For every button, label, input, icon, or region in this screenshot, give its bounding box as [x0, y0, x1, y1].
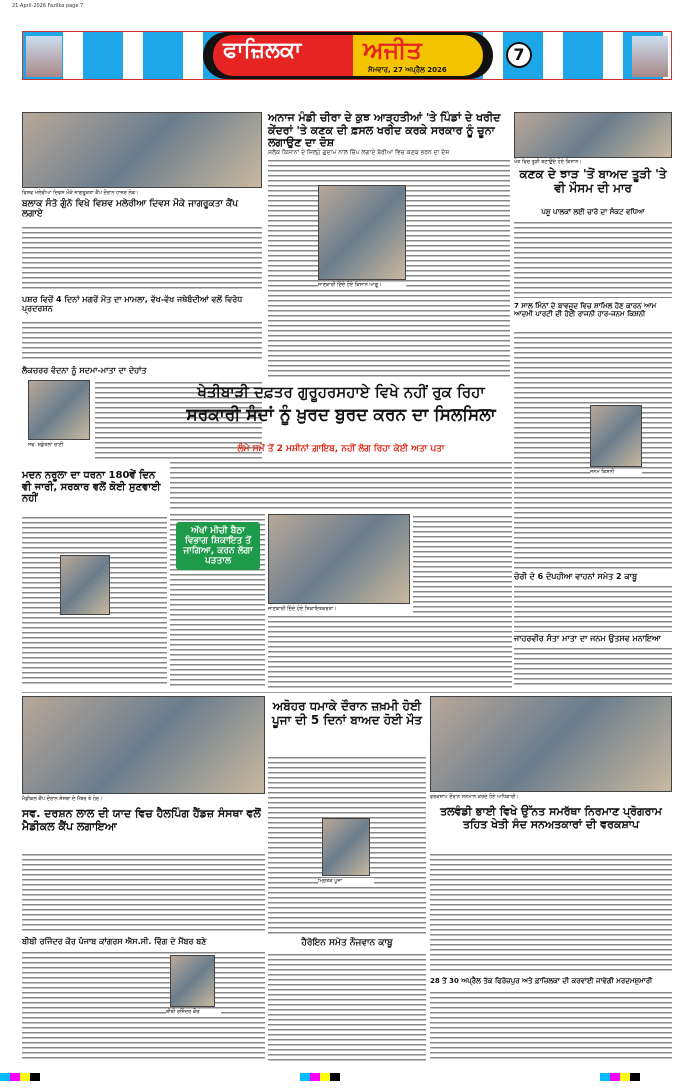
rajinder-photo: [170, 955, 215, 1007]
workshop-caption: ਵਰਕਸ਼ਾਪ ਦੌਰਾਨ ਸਨਮਾਨ ਕਰਦੇ ਹੋਏ ਅਧਿਕਾਰੀ।: [430, 794, 519, 800]
rajinder-caption: ਬੀਬੀ ਰਜਿੰਦਰ ਕੌਰ: [166, 1009, 221, 1015]
medical-caption: ਮੈਡੀਕਲ ਕੈਂਪ ਦੌਰਾਨ ਸੰਸਥਾ ਦੇ ਮੈਂਬਰ ਤੇ ਹੋਰ।: [22, 796, 103, 802]
clock-tower-image: [26, 36, 62, 77]
abohar-headline: ਅਬੋਹਰ ਧਮਾਕੇ ਦੌਰਾਨ ਜ਼ਖ਼ਮੀ ਹੋਈ ਪੂਜਾ ਦੀ 5 ਦਿਨਾਂ ਬਾਅਦ ਹੋਈ ਮੌਤ: [272, 699, 422, 727]
wheat-headline: ਕਣਕ ਦੇ ਝਾੜ 'ਤੋਂ ਬਾਅਦ ਤੂੜੀ 'ਤੇ ਵੀ ਮੌਸਮ ਦੀ ਮਾਰ: [519, 167, 667, 195]
madan-headline: ਮਦਨ ਨਰੂਲਾ ਦਾ ਧਰਨਾ 180ਵੇਂ ਦਿਨ ਵੀ ਜਾਰੀ, ਸਰਕਾਰ ਵਲੋਂ ਕੋਈ ਸੁਣਵਾਈ ਨਹੀਂ: [22, 470, 161, 504]
mandi-caption: ਜਾਣਕਾਰੀ ਦਿੰਦੇ ਹੋਏ ਕਿਸਾਨ ਆਗੂ।: [318, 282, 406, 288]
print-meta: 21-April-2026 Fazilka page 7: [12, 3, 84, 9]
medical-headline: ਸਵ. ਦਰਸ਼ਨ ਲਾਲ ਦੀ ਯਾਦ ਵਿਚ ਹੈਲਪਿੰਗ ਹੈਂਡਜ਼ ਸੰਸਥਾ ਵਲੋਂ ਮੈਡੀਕਲ ਕੈਂਪ ਲਗਾਇਆ: [22, 807, 261, 833]
agri-body: [170, 460, 512, 510]
agri-photo: [268, 514, 410, 604]
wheat-body: [514, 220, 672, 298]
jaharveer-headline: ਜਾਹਰਵੀਰ ਸੰਤਾ ਮਾਤਾ ਦਾ ਜਨਮ ਉਤਸਵ ਮਨਾਇਆ: [514, 634, 661, 643]
malaria-headline: ਬਲਾਕ ਸੰਤੋ ਗੁੰਨੋ ਵਿਖੇ ਵਿਸ਼ਵ ਮਲੇਰੀਆ ਦਿਵਸ ਮੌਕੇ ਜਾਗਰੂਕਤਾ ਕੈਂਪ ਲਗਾਏ: [22, 199, 238, 220]
mandi-subhead: ਸ਼ਲੋਕ ਕਿਸਾਨਾਂ ਦੇ ਜਿਲ੍ਹੇ ਗੁਦਾਮ ਨਾਲ ਚਿੱਪ ਲਗਾਏ ਬੋਰੀਆਂ ਵਿਚ ਕਣਕ ਭਰਨ ਦਾ ਦੋਸ਼: [268, 149, 450, 156]
heroin-headline: ਹੈਰੋਇਨ ਸਮੇਤ ਨੌਜਵਾਨ ਕਾਬੂ: [301, 938, 393, 948]
mandi-photo: [318, 185, 406, 280]
theft-headline: ਚੋਰੀ ਦੇ 6 ਦੋਪਹੀਆ ਵਾਹਨਾਂ ਸਮੇਤ 2 ਕਾਬੂ: [514, 572, 638, 581]
rajinder-headline: ਬੀਬੀ ਰਜਿੰਦਰ ਕੌਰ ਪੰਜਾਬ ਕਾਂਗਰਸ ਐਸ.ਸੀ. ਵਿੰਗ ਦੇ ਮੈਂਬਰ ਬਣੇ: [22, 937, 207, 946]
heroin-body: [268, 952, 426, 1062]
color-registration-bar: [0, 1073, 687, 1081]
medical-camp-photo: [22, 696, 265, 794]
aap-caption: ਜਨਮ ਕਿਸ਼ਨੀ: [590, 469, 642, 475]
masthead-date: ਸੋਮਵਾਰ, 27 ਅਪ੍ਰੈਲ 2026: [368, 66, 447, 74]
pooja-photo: [322, 818, 370, 876]
wheat-photo: [514, 112, 672, 158]
workshop-headline: ਤਲਵੰਡੀ ਭਾਈ ਵਿਖੇ ਉੱਨਤ ਸਮਰੱਥਾ ਨਿਰਮਾਣ ਪ੍ਰੋਗਰਾਮ ਤਹਿਤ ਖੇਤੀ ਸੰਦ ਸਨਅਤਕਾਰਾਂ ਦੀ ਵਰਕਸ਼ਾਪ: [440, 805, 662, 831]
agri-subhead: ਲੰਮੇ ਸਮੇਂ ਤੋਂ 2 ਮਸ਼ੀਨਾਂ ਗ਼ਾਇਬ, ਨਹੀਂ ਲੱਗ ਰਿਹਾ ਕੋਈ ਅਤਾ ਪਤਾ: [237, 444, 445, 454]
census-headline: 28 ਤੋਂ 30 ਅਪ੍ਰੈਲ ਤੱਕ ਫਿਰੋਜ਼ਪੁਰ ਅਤੇ ਫ਼ਾਜ਼ਿਲਕਾ ਦੀ ਕਰਵਾਈ ਜਾਵੇਗੀ ਮਰਦਮਸ਼ੁਮਾਰੀ: [430, 977, 653, 985]
agri-callout: ਅੱਖਾਂ ਮੀਚੀ ਬੈਠਾ ਵਿਭਾਗ ਸ਼ਿਕਾਇਤ ਤੋਂ ਜਾਗਿਆ, ਕਰਨ ਲੱਗਾ ਪੜਤਾਲ: [176, 522, 260, 570]
lecturer-mother-photo: [28, 380, 90, 440]
abohar-caption: ਮ੍ਰਿਤਕ ਪੂਜਾ: [318, 878, 374, 884]
madan-photo: [60, 555, 110, 615]
masthead: [22, 31, 672, 80]
agri-body-4: [413, 514, 512, 614]
aap-headline: 7 ਸਾਲ ਮਿੰਨਾਂ ਦੇ ਬਾਵਜੂਦ ਵਿਚ ਸ਼ਾਮਿਲ ਹੋਣ ਕਾਰਨ ਆਮ ਆਦਮੀ ਪਾਰਟੀ ਦੀ ਹੋਈ ਰਾਜਨੀ ਹਾਰ-ਜਨਮ ਕਿਸ਼ਨੀ: [514, 302, 657, 319]
mandi-headline: ਅਨਾਜ ਮੰਡੀ ਚੀਰਾ ਦੇ ਕੁਝ ਆੜ੍ਹਤੀਆਂ 'ਤੇ ਪਿੰਡਾਂ ਦੇ ਖਰੀਦ ਕੇਂਦਰਾਂ 'ਤੇ ਕਣਕ ਦੀ ਫ਼ਸਲ ਖਰੀਦ ਕਰਕੇ ਸਰਕਾਰ ਨੂੰ ਚੂਨਾ ਲਗਾਉਣ ਦਾ ਦੋਸ਼: [268, 111, 501, 150]
rajinder-body: [22, 950, 265, 1062]
masthead-city: ਫਾਜ਼ਿਲਕਾ: [223, 38, 302, 63]
workshop-body: [430, 852, 672, 974]
census-body: [430, 990, 672, 1062]
lecturer-headline: ਲੈਕਚਰਰ ਵੰਦਨਾ ਨੂੰ ਸਦਮਾ-ਮਾਤਾ ਦਾ ਦੇਹਾਂਤ: [22, 366, 147, 375]
death-case-headline: ਪਸ਼ਰ ਵਿਚੋਂ 4 ਦਿਨਾਂ ਮਗਰੋਂ ਮੌਤ ਦਾ ਮਾਮਲਾ, ਵੱਖ-ਵੱਖ ਜਥੇਬੰਦੀਆਂ ਵਲੋਂ ਵਿਰੋਧ ਪ੍ਰਦਰਸ਼ਨ: [22, 295, 243, 314]
malaria-photo: [22, 112, 262, 188]
malaria-body: [22, 225, 262, 290]
medical-body: [22, 852, 265, 934]
workshop-photo: [430, 696, 672, 792]
wheat-subhead: ਪਸ਼ੂ ਪਾਲਕਾਂ ਲਈ ਚਾਰੇ ਦਾ ਸੰਕਟ ਵਧਿਆ: [541, 208, 645, 216]
agri-headline-1: ਖੇਤੀਬਾੜੀ ਦਫ਼ਤਰ ਗੁਰੂਹਰਸਹਾਏ ਵਿਖੇ ਨਹੀਂ ਰੁਕ ਰਿਹਾ: [197, 383, 485, 401]
monument-image: [632, 36, 668, 77]
wheat-caption: ਖੇਤ ਵਿਚ ਤੂੜੀ ਬਣਾਉਂਦੇ ਹੋਏ ਕਿਸਾਨ।: [514, 159, 582, 165]
agri-body-3: [268, 614, 512, 689]
jaharveer-body: [514, 646, 672, 688]
malaria-caption: ਵਿਸ਼ਵ ਮਲੇਰੀਆ ਦਿਵਸ ਮੌਕੇ ਜਾਗਰੂਕਤਾ ਕੈਂਪ ਦੌਰਾਨ ਹਾਜ਼ਰ ਲੋਕ।: [22, 190, 139, 196]
aap-person-photo: [590, 405, 642, 467]
lecturer-caption: ਸਵ. ਸ਼ਕੁੰਤਲਾ ਰਾਣੀ: [28, 442, 64, 448]
page-number: 7: [506, 42, 532, 68]
agri-caption: ਜਾਣਕਾਰੀ ਦਿੰਦੇ ਹੋਏ ਸ਼ਿਕਾਇਤਕਰਤਾ।: [268, 606, 337, 612]
theft-body: [514, 584, 672, 632]
death-case-body: [22, 320, 262, 362]
masthead-paper: ਅਜੀਤ: [363, 36, 422, 64]
agri-headline-2: ਸਰਕਾਰੀ ਸੰਦਾਂ ਨੂੰ ਖ਼ੁਰਦ ਬੁਰਦ ਕਰਨ ਦਾ ਸਿਲਸਿਲਾ: [186, 405, 496, 425]
